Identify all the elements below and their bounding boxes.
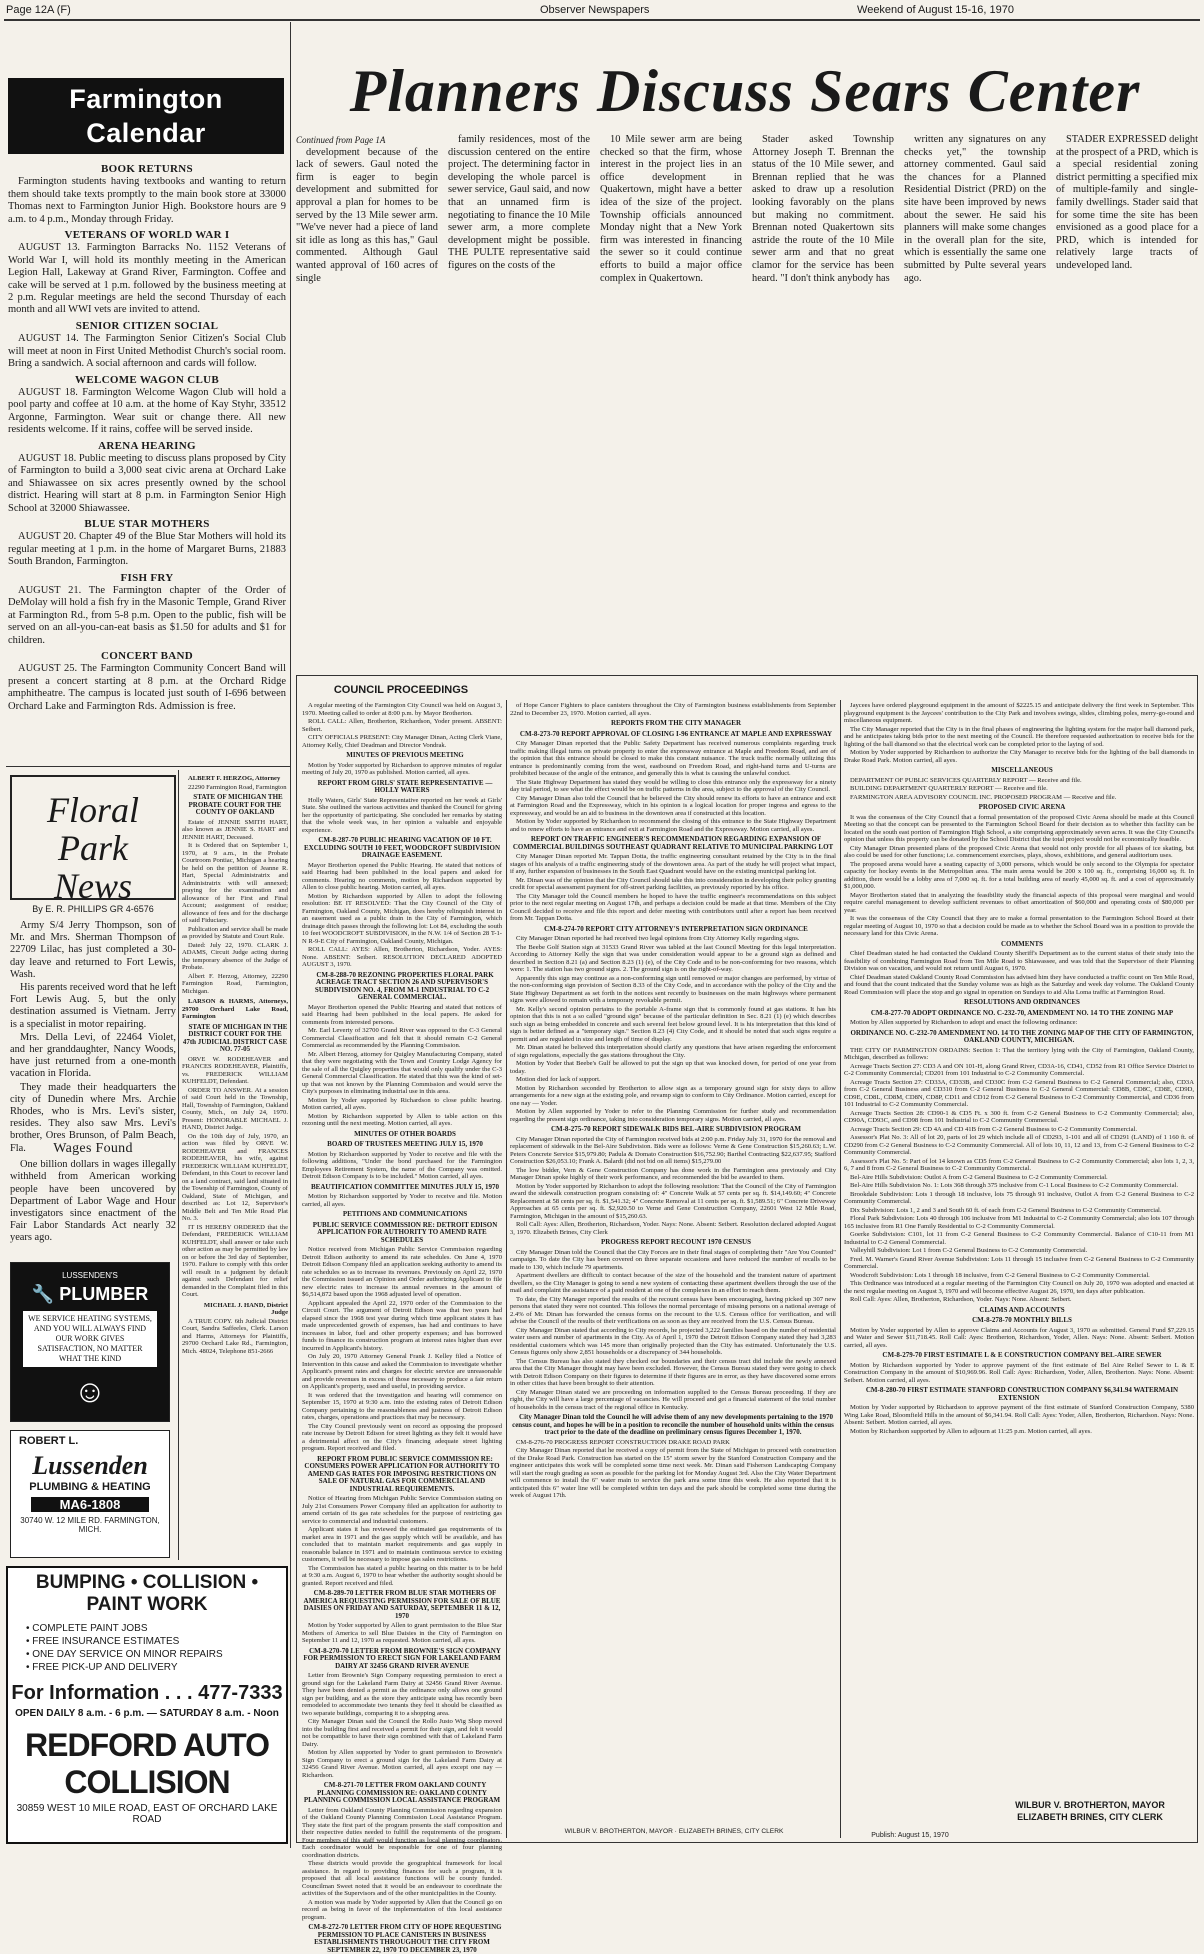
wages-body: One billion dollars in wages illegally withheld from American working people have been uncovered by Department of Labor Wage and Hour investigators since enactment of the Fair Labor Standards Act nearly 32 years ago. (10, 1159, 176, 1244)
council-subhead: PROPOSED CIVIC ARENA (978, 803, 1066, 811)
ad-phone: MA6-1808 (31, 1497, 149, 1512)
legal-line: IT IS HEREBY ORDERED that the Defendant, FREDERICK WILLIAM KUHFELDT, shall answer or take such other action as may be permitted by law on or before the 3rd day of September, 1970. Failure to comply with this order will result in a judgment by default against such Defendant for relief demanded in the Complaint filed in this Court. (182, 1223, 288, 1298)
council-column-3 (844, 702, 1194, 1838)
council-text: City Manager Dinan said the Council the Rollo Justo Wig Shop moved into the building first and received a permit for their sign, and felt it would not be compatible to have their sign combined with that of Lakeland Farm Dairy. (302, 1718, 502, 1748)
sears-column-1 (296, 134, 438, 668)
legal-line: ORVE W. RODEHEAVER and FRANCES RODEHEAVER, Plaintiffs, vs. FREDERICK WILLIAM KUHFELDT, Defendant. (182, 1055, 288, 1085)
calendar-entry (8, 650, 286, 713)
redford-auto-collision-ad (6, 1566, 288, 1844)
folio-rule (4, 19, 1200, 21)
council-text: BUILDING DEPARTMENT QUARTERLY REPORT — Receive and file. (850, 785, 1048, 792)
council-text: Motion died for lack of support. (516, 1076, 601, 1083)
council-text: Valleyhill Subdivision: Lot 1 from C-2 General Business to C-2 Community Commercial. (850, 1247, 1088, 1254)
council-text: Assessor's Plat No. 3: All of lot 20, parts of lot 29 which include all of CD293, 1-101 and all of CD291 (LAND) of 1 160 ft. of CD290 from C-2 General Business to C-2 Community Commercial. All of lots 10, 11, 12 and 13, from C-2 General Business to C-2 Community Commercial. (844, 1134, 1194, 1156)
council-text: Motion by Yoder supported by Richardson to recommend the closing of this entrance to the State Highway Department and to renew efforts to have an entrance and exit at Farmington Road and the Expressway. Motion carried, all ayes. (510, 818, 836, 833)
council-subhead: CM-8-273-70 REPORT APPROVAL OF CLOSING I-96 ENTRANCE AT MAPLE AND EXPRESSWAY (519, 729, 833, 738)
legal-line: Albert F. Herzog, Attorney, 22290 Farmington Road, Farmington, Michigan. (182, 972, 288, 995)
council-text: It was ordered that the investigation and hearing will commence on September 15, 1970 at 9:30 a.m. into the existing rates of Detroit Edison Company pertaining to the reasonableness and justness of Detroit Edison rates, charges, operations and practices that may be necessary. (302, 1391, 502, 1421)
sears-text: development because of the lack of sewers. Gaul noted the firm is eager to begin development and submitted for approval a plan for homes to be served by the 13 Mile sewer arm. "We've never had a piece of land sit idle as long as this has," Gaul commented. Although Gaul wanted approval of 160 acres of single (296, 146, 438, 284)
floral-park-paragraph: Army S/4 Jerry Thompson, son of Mr. and Mrs. Sherman Thompson of 22709 Lilac, has just completed a 30-day leave and returned to Fort Lewis, Wash. (10, 920, 176, 980)
council-text: City Manager Dinan reported Mr. Tappan Dotta, the traffic engineering consultant retained by the City is in the final stages of his analysis of a traffic engineering study of the downtown area. As part of the study he will project what impact, if any, further expansion of businesses in the South East Quadrant would have on the existing municipal parking lot. (510, 853, 836, 875)
calendar-entry-body: Farmington students having textbooks and wanting to return them should take texts promptly to the main book store at 33000 Thomas next to Farmington Junior High. Bookstore hours are 9 a.m. to 4 p.m., Monday through Friday. (8, 176, 286, 225)
council-text: City Manager Dinan reported the City of Farmington received bids at 2:00 p.m. Friday July 31, 1970 for the removal and replacement of sidewalk in the Bel-Aire Subdivision. Bids were as follows: Verne & Gene Construction $15,260.63; L.W. Peters Concrete Service $15,979.80; Padula & Domato Construction $16,752.90; Barthel Contracting $22,637.95; Stafford Construction $26,053.10; Frank A. Balardi (did not bid on all items) $15,279.00 (510, 1135, 836, 1165)
council-text: City Manager Dinan stated we are proceeding on information supplied to the Census Bureau proceeding. If they are right, the City will have a large percentage of vacancies. He will proceed and get a financial statement of the total number of households in the census tract of the regional office in Kentucky. (510, 1388, 836, 1411)
council-column-rule (840, 700, 841, 1838)
council-text: The Census Bureau has also stated they checked our boundaries and their census tract did include the newly annexed area that the City Manager thought may have been excluded. However, the Census Bureau stated they were going to check with Detroit Edison Company on their figures to determine if their figures are in error, as they have discovered some errors in other cities that have been brought to their attention. (510, 1357, 836, 1387)
calendar-entry-body: AUGUST 13. Farmington Barracks No. 1152 Veterans of World War I, will hold its monthly meeting in the American Legion Hall, Lakeway at Grand River, Farmington. Coffee and cake will be served at 1 p.m. followed by the business meeting at 2 p.m. Regular meetings are held the second Thursday of each month and all WWI vets are invited to attend. (8, 242, 286, 316)
floral-park-paragraph: They made their headquarters the city of Dunedin where Mrs. Archie Rhodes, who is Mrs. Levi's sister, resides. They also saw Mrs. Levi's brother, Ores Brunson, of Palm Beach, Fla. (10, 1081, 176, 1154)
main-column-rule (290, 22, 291, 1848)
council-text: Mayor Brotherton stated that in analyzing the feasibility study the financial aspects of this proposal were marginal and would require careful management to develop sufficient revenues to offset amortization of $60,000 and operating costs of $80,000 per year. (844, 891, 1194, 914)
council-text: Motion by Yoder supported by Richardson to adopt the following resolution: That the Council of the City of Farmington award the sidewalk construction program consisting of: 4" Concrete Walk at 57 cents per sq. ft. $14,149.60; 4" Concrete Replacement at 58 cents per sq. ft. $1,541.32; 4" Concrete Removal at 11 cents per sq. ft. $1,589.51; 6" Concrete Driveway Approaches at 65 cents per sq. ft. $2,920.50 to Verne and Gene Construction Company, 22601 West 12 Mile Road, Farmington, Michigan in the amount of $15,260.63. (510, 1182, 836, 1220)
council-text: Bel-Aire Hills Subdivision No. 1: Lots 368 through 375 inclusive from C-1 Local Business to C-2 Community Commercial. (850, 1182, 1179, 1189)
council-subhead: CM-8-287-70 PUBLIC HEARING VACATION OF 10 FT. EXCLUDING SOUTH 10 FEET, WOODCROFT SUBDIVISION DRAINAGE EASEMENT. (303, 836, 501, 859)
legal-notices (182, 772, 288, 1560)
council-text: Motion by Richardson supported by Allen to table action on this rezoning until the next meeting. Motion carried, all ayes. (302, 1112, 502, 1127)
council-text: The City Manager told the Council members he hoped to have the traffic engineer's recommendations on this subject prior to the next regular meeting on August 17th, and perhaps a decision could be made at that time. Members of the City Council decided to receive and file this report and defer meeting with contributors until after a report has been received from Mr. Tappan Dotta. (510, 892, 836, 922)
council-text: Notice of Hearing from Michigan Public Service Commission stating on July 21st Consumers Power Company filed an application for authority to amend certain of its gas rate schedules for the purpose of restricting gas service to commercial and industrial customers. (302, 1495, 502, 1525)
council-subhead: MINUTES OF PREVIOUS MEETING (346, 751, 464, 759)
calendar-title-line2: Calendar (86, 118, 206, 148)
council-text: Chief Deadman stated Oakland County Road Commission has advised him they have conducted a traffic count on Ten Mile Road, and found that the count indicated that the Sunday volume was as high as the Saturday and week day volume. The Oakland County Road Commission will place the stop and go signal in operation on Sundays to aid Alta Loma traffic at Farmington Road. (844, 973, 1194, 996)
council-text: Chief Deadman stated he had contacted the Oakland County Sheriff's Department as to the current status of their study into the feasibility of combining Farmington Road from Ten Mile Road to Shiawassee, and was told that the Supervisor of their Planning Division was on vacation, and would not return until August 6, 1970. (844, 950, 1194, 972)
council-text: These districts would provide the geographical framework for local assistance. In regard to providing finances for such a program, it is proposed that all local assistance functions will be county funded. Councilman Sweet noted that it would be an endeavour to coordinate the activities of the Supervisors and of the other municipalities in the County. (302, 1860, 502, 1897)
column-rule (178, 770, 179, 1560)
calendar-entry (8, 320, 286, 371)
council-text: ROLL CALL: AYES: Allen, Brotherton, Richardson, Yoder. AYES: None. ABSENT: Seibert. RESOLUTION DECLARED ADOPTED AUGUST 3, 1970. (302, 946, 502, 968)
council-subhead: RESOLUTIONS AND ORDINANCES (964, 998, 1080, 1006)
council-text: Motion by Richardson supported by Allen to adopt the following resolution: BE IT RESOLVED: That the City Council of the City of Farmington, Oakland County, Michigan, does hereby relinquish interest in an easement used as a public drain in the City of Farmington, which drainage ditch passes through the following lot: Lot 84, excluding the south 10 feet WOODCROFT SUBDIVISION, in the N.W. 1/4 of Section 28 T-1-N R-9-E City of Farmington, Oakland County, Michigan. (302, 892, 502, 945)
council-text: Letter from Brownie's Sign Company requesting permission to erect a ground sign for the Lakeland Farm Dairy at 32456 Grand River Avenue. They have been denied a permit as the ordinance only allows one ground sign per building, and as the store they anticipate using has recently been remodeled to accommodate two tenants they feel it should be classified as two separate buildings, comparing it to a shopping area. (302, 1672, 502, 1717)
council-text: Motion by Allen supported by Richardson to adopt and enact the following ordinance: (850, 1019, 1078, 1026)
calendar-entries (8, 160, 286, 760)
ad-name-text: PLUMBER (59, 1284, 149, 1304)
clerk-signature: ELIZABETH BRINES, CITY CLERK (1017, 1812, 1163, 1822)
council-text: Woodcroft Subdivision: Lots 1 through 18 inclusive, from C-2 General Business to C-2 Community Commercial. (850, 1271, 1150, 1279)
plumber-illustration-icon: ☺ (73, 1373, 107, 1409)
page-folio (0, 4, 1204, 18)
legal-line: ALBERT F. HERZOG, Attorney (188, 775, 281, 782)
council-text: This Ordinance was introduced at a regular meeting of the Farmington City Council on July 20, 1970 was adopted and enacted at the next regular meeting on August 3, 1970 and will become effective August 26, 1970, ten days after publication. (844, 1280, 1194, 1295)
calendar-entry (8, 518, 286, 569)
issue-date: Weekend of August 15-16, 1970 (857, 4, 1014, 16)
ad-brand: REDFORD AUTO COLLISION (25, 1727, 269, 1800)
council-subhead: CM-8-288-70 REZONING PROPERTIES FLORAL PARK ACREAGE TRACT SECTION 26 AND SUPERVISOR'S SUBDIVISION NO. 4, FROM M-1 INDUSTRIAL TO C-2 GENERAL COMMERCIAL. (314, 970, 494, 1001)
council-text: Motion by Richardson supported by Allen to adjourn at 11:25 p.m. Motion carried, all ayes. (850, 1427, 1092, 1435)
council-text: City Manager Dinan stated that according to City records, he projected 3,222 families based on the number of residential water users and number of apartments in the City. As of April 1, 1970 the Detroit Edison Company stated they had 3,283 residential customers which was 145 more than originally projected than the City has estimated. Unfortunately the U.S. Census figures only show 2,851 households or a discrepancy of 344 households. (510, 1326, 836, 1356)
floral-park-masthead (10, 775, 176, 906)
council-text: City Manager Dinan reported he had received two legal opinions from City Attorney Kelly regarding signs. (516, 935, 800, 942)
council-text: Motion by Richardson supported by Yoder to receive and file with the following additions, "Under the bond purchased for the Farmington Employees Retirement System, the name of the Company was omitted. Detroit Edison Company is to be included." Motion carried, all ayes. (302, 1150, 502, 1180)
ad-pre: ROBERT L. (19, 1435, 79, 1447)
calendar-entry (8, 229, 286, 317)
calendar-entry-body: AUGUST 14. The Farmington Senior Citizen's Social Club will meet at noon in First United Methodist Church's social room. Bring a sandwich. A social afternoon and cards will follow. (8, 333, 286, 370)
council-text: Motion by Allen supported by Yoder to refer to the Planning Commission for further study and recommendation regarding the present sign ordinance, taking into consideration temporary signs. Motion carried, all ayes. (510, 1108, 836, 1123)
council-subhead: BEAUTIFICATION COMMITTEE MINUTES JULY 15, 1970 (311, 1182, 499, 1191)
council-text: Fred. M. Warner's Grand River Avenue Subdivision: Lots 11 through 15 inclusive from C-2 General Business to C-2 Community Commercial. (844, 1255, 1194, 1270)
council-text: Motion by Yoder supported by Allen to grant permission to the Blue Star Mothers of America to sell Blue Daisies in the City of Farmington on September 11 and 12, 1970 as requested. Motion carried, all ayes. (302, 1622, 502, 1644)
sears-column-5 (904, 134, 1046, 668)
page-number: Page 12A (F) (6, 4, 71, 16)
sears-text: family residences, most of the discussion centered on the entire project. The determining factor in developing the whole parcel is sewer service, Gaul said, and now that an unnamed firm is negotiating to finance the 10 Mile sewer arm, a more complete development might be possible. THE PULTE representative said figures on the costs of the (448, 134, 590, 271)
sears-text: 10 Mile sewer arm are being checked so that the firm, whose interest in the project lies in an office development in Quakertown, might have a better idea of the size of the project. Township officials announced Monday night that a New York firm was interested in financing the sewer so it could continue efforts to build a major office complex in Quakertown. (600, 134, 742, 284)
lussenden-plumber-ad (10, 1262, 170, 1422)
calendar-entry (8, 440, 286, 515)
council-text: Mr. Dinan stated he believed this interpretation should clarify any questions that have arisen regarding the enforcement of sign regulations, especially the gas stations throughout the City. (510, 1044, 836, 1059)
council-text: Motion by Richardson seconded by Brotherton to allow sign as a temporary ground sign for sixty days to allow arrangements for a new sign at the existing pole, and revamp sign to conform to City Ordinance. Motion carried, except for one nay — Yoder. (510, 1084, 836, 1107)
council-text: City Manager Dinan reported that he received a copy of permit from the State of Michigan to proceed with construction of the Drake Road Park. Construction has started on the 15" storm sewer by the Stanford Construction Company and the engineer anticipates this work will be completed some time next week. Mr. Dinan said Fisherson Landscaping Company will start the rough grading as soon as possible for the parking lot for Monday August 3rd. Also the City Water Department will commence to install the 6" water main to service the park area some time this week. He also reported that it is anticipated this 6" water line will be completed within ten days and the park should be completed some time during the week of August 17th. (510, 1447, 836, 1499)
council-text: Acreage Tracts Section 29: CD 4A and CD 41B from C-2 General Business to C-2 Community Commercial. (850, 1125, 1137, 1133)
council-subhead: CM-8-270-70 LETTER FROM BROWNIE'S SIGN COMPANY FOR PERMISSION TO ERECT SIGN FOR LAKELAND FARM DAIRY AT 32456 GRAND RIVER AVENUE (303, 1646, 501, 1670)
council-text: City Manager Dinan told the Council that the City Forces are in their final stages of completing their "Are You Counted" campaign. To date the City has been covered on three separate occasions and have reduced the number of recalls to be made to 130, which include 79 apartments. (510, 1248, 836, 1271)
council-text: Applicant states it has reviewed the estimated gas requirements of its market area in 1971 and the gas supply which will be available, and has concluded that to maintain market requirements and gas supply in reasonable balance in 1971 and to maintain continuous service to existing customers, it will be necessary to impose gas sales restrictions. (302, 1526, 502, 1563)
council-text: On July 20, 1970 Attorney General Frank J. Kelley filed a Notice of Intervention in this cause and asked the Commission to investigate whether Applicant's present rates and charges for electric service are unreasonable and provide revenues in excess of those necessary to produce a fair return on Applicant's property, used and useful, in providing service. (302, 1353, 502, 1390)
ad-service-item: • FREE PICK-UP AND DELIVERY (26, 1661, 286, 1674)
ad-brand: Lussenden (32, 1451, 148, 1480)
council-subhead: CM-8-271-70 LETTER FROM OAKLAND COUNTY PLANNING COMMISSION RE: OAKLAND COUNTY PLANNING COMMISSION LOCAL ASSISTANCE PROGRAM (303, 1781, 501, 1804)
sears-column-3 (600, 134, 742, 668)
council-subhead: MINUTES OF OTHER BOARDS (354, 1129, 456, 1138)
legal-line: LARSON & HARMS, Attorneys, 29700 Orchard Lake Road, Farmington (182, 998, 288, 1020)
council-text: The Commission has stated a public hearing on this matter is to be held at 9:30 a.m. August 6, 1970 to hear whether the authority sought should be granted. Report received and filed. (302, 1564, 502, 1587)
calendar-entry-head: WELCOME WAGON CLUB (75, 373, 219, 386)
mayor-signature: WILBUR V. BROTHERTON, MAYOR (1015, 1800, 1165, 1810)
council-subhead: CM-8-280-70 FIRST ESTIMATE STANFORD CONSTRUCTION COMPANY $6,341.94 WATERMAIN EXTENSION (865, 1386, 1179, 1402)
council-subhead: REPORT FROM PUBLIC SERVICE COMMISSION RE: CONSUMERS POWER APPLICATION FOR AUTHORITY TO AMEND GAS RATES FOR IMPOSING RESTRICTIONS ON SALE OF NATURAL GAS FOR COMMERCIAL AND INDUSTRIAL REQUIREMENTS. (304, 1454, 500, 1493)
calendar-entry-head: SENIOR CITIZEN SOCIAL (75, 319, 219, 332)
ad-services-list (8, 1622, 286, 1674)
floral-park-title-line2: News (53, 866, 132, 906)
calendar-entry-head: VETERANS OF WORLD WAR I (64, 229, 230, 242)
council-subhead: CM-8-289-70 LETTER FROM BLUE STAR MOTHERS OF AMERICA REQUESTING PERMISSION FOR SALE OF BLUE DAISIES ON FRIDAY AND SATURDAY, SEPTEMBER 11 & 12, 1970 (303, 1589, 501, 1620)
floral-park-title-line1: Floral Park (46, 790, 139, 868)
legal-line: MICHAEL J. HAND, District Judge (203, 1301, 288, 1316)
council-text: A regular meeting of the Farmington City Council was held on August 3, 1970. Meeting called to order at 8:00 p.m. by Mayor Brotherton. (302, 702, 502, 717)
council-text: Dix Subdivision: Lots 1, 2 and 3 and South 60 ft. of each from C-2 General Business to C-2 Community Commercial. (850, 1206, 1162, 1214)
council-text: Motion by Yoder supported by Richardson to approve payment of the first estimate of Stanford Construction Company, 5380 Wing Lake Road, Bloomfield Hills in the amount of $6,341.94. Roll Call: Ayes: Yoder, Allen, Brotherton, Richardson. Nays: None. Absent: Seibert. Motion carried, all ayes. (844, 1404, 1194, 1426)
council-text: City Manager Dinan reported that the Public Safety Department has received numerous complaints regarding truck traffic making illegal turns on private property to enter the expressway entrance at Maple and Freedom Road, and are of the opinion that this entrance should be closed to make this constant nuisance. The truck traffic normally utilizing this entrance is predominantly coming from the west, eastbound on Freedom Road, and right-hand turns and U-turns are prohibited because of the angle of the entrance, and generally this is what is causing the unlawful conduct. (510, 740, 836, 777)
council-text: CITY OFFICIALS PRESENT: City Manager Dinan, Acting Clerk Viane, Attorney Kelly, Chief Deadman and Director Vondrak. (302, 734, 502, 749)
sears-text: written any signatures on any checks yet," the township attorney commented. Gaul said the chances for a Planned Residential District (PRD) on the site have been improved by news about the sewer. He said his planners will make some changes in the overall plan for the site, which is essentially the same one submitted by Pulte several years ago. (904, 134, 1046, 284)
council-subhead: BOARD OF TRUSTEES MEETING JULY 15, 1970 (327, 1140, 483, 1148)
council-text: A motion was made by Yoder supported by Allen that the Council go on record as being in favor of the implementation of this local assistance program. (302, 1898, 502, 1921)
council-text: Mr. Dinan was of the opinion that the City Council should take this into consideration in developing their policy granting credit for special assessment payment for off-street parking facilities, as previously reported by his office. (510, 876, 836, 891)
calendar-entry-head: ARENA HEARING (98, 439, 196, 452)
ad-address: 30859 WEST 10 MILE ROAD, EAST OF ORCHARD LAKE ROAD (16, 1803, 278, 1825)
calendar-entry-head: BLUE STAR MOTHERS (84, 517, 210, 530)
council-text: Motion by Allen supported by Yoder to grant permission to Brownie's Sign Company to erect a ground sign for the Lakeland Farm Dairy at 32456 Grand River Avenue. Motion carried, all ayes except one nay — Richardson. (302, 1749, 502, 1779)
calendar-entry (8, 572, 286, 647)
council-text: Bel-Aire Hills Subdivision: Outlot A from C-2 General Business to C-2 Community Commercial. (850, 1173, 1108, 1181)
section-divider (6, 766, 290, 767)
calendar-entry-body: AUGUST 20. Chapter 49 of the Blue Star Mothers will hold its regular meeting at 1 p.m. in the home of Margaret Burns, 21883 South Brandon, Farmington. (8, 531, 286, 568)
council-text: Motion by Yoder supported by Allen to approve Claims and Accounts for August 3, 1970 as submitted. General Fund $7,229.15 and Water and Sewer $11,718.45. Roll Call: Ayes: Brotherton, Richardson, Yoder, Allen. Nays: None. Absent: Seibert. Motion carried, all ayes. (844, 1326, 1194, 1349)
council-signature-mid: WILBUR V. BROTHERTON, MAYOR · ELIZABETH BRINES, CITY CLERK (564, 1828, 784, 1835)
wrench-icon: 🔧 (31, 1284, 55, 1304)
calendar-entry-head: BOOK RETURNS (101, 163, 193, 175)
calendar-entry-body: AUGUST 18. Farmington Welcome Wagon Club will hold a pool party and coffee at 10 a.m. at the home of Kay Styhr, 33512 Argonne, Farmington. Wear suit or change there. All new residents welcome. If it rains, coffee will be served inside. (8, 386, 286, 436)
council-subhead: ORDINANCE NO. C-232-70 AMENDMENT NO. 14 TO THE ZONING MAP OF THE CITY OF FARMINGTON, OAKLAND COUNTY, MICHIGAN. (850, 1028, 1194, 1044)
floral-park-paragraph: His parents received word that he left Fort Lewis Aug. 5, but the only destination assumed is Vietnam. Jerry is a specialist in motor repairing. (10, 982, 176, 1030)
council-text: Mayor Brotherton opened the Public Hearing. He stated that notices of said Hearing had been published in the local papers and asked for comments. Hearing no comments, motion by Richardson supported by Allen to close public hearing. Motion carried, all ayes. (302, 861, 502, 891)
council-text: Apparently this sign may continue as a non-conforming sign until removed or major changes are performed, by virtue of the non-conforming sign provision of Section 8.33 of the City Code, and in accordance with the policy of the City and the State Highway Department as set forth in the notices sent recently to businesses on the main highways where permanent signs were allowed to remain with a temporary revokable permit. (510, 974, 836, 1004)
council-text: DEPARTMENT OF PUBLIC SERVICES QUARTERLY REPORT — Receive and file. (850, 776, 1082, 784)
council-text: of Hope Cancer Fighters to place canisters throughout the City of Farmington business establishments from September 22nd to December 23, 1970. Motion carried, all ayes. (510, 702, 836, 717)
council-text: The proposed arena would have a seating capacity of 3,000 persons, which would be only second to the Olympia for spectator capacity for hockey events in the Metropolitan area. The main arena would be 200 x 100 sq. ft., comprising 16,000 sq. ft. In addition, there would be a lobby area of 7,000 sq. ft. for a total building area of nearly 45,000 sq. ft. and a cost of approximately $1,000,000. (844, 860, 1194, 890)
council-text: Brookdale Subdivision: Lots 1 through 18 inclusive, lots 75 through 91 inclusive, Outlot A from C-2 General Business to C-2 Community Commercial. (844, 1190, 1194, 1205)
ad-address: 30740 W. 12 MILE RD. FARMINGTON, MICH. (20, 1516, 160, 1534)
council-text: The City Manager reported that the City is in the final phases of engineering the lighting system for the major ball diamond park, and he anticipates taking bids prior to the next meeting of the Council. He therefore requested authorization to receive bids for the lighting of the ball diamond so that the electrical work can be completed prior to the laying of sod. (844, 725, 1194, 748)
ad-service-item: • ONE DAY SERVICE ON MINOR REPAIRS (26, 1648, 286, 1661)
council-subhead: REPORTS FROM THE CITY MANAGER (610, 719, 742, 727)
wages-article (10, 1140, 176, 1258)
council-text: Motion by Richardson supported by Yoder to receive and file. Motion carried, all ayes. (302, 1193, 502, 1208)
council-text: Motion by Yoder supported by Richardson to authorize the City Manager to receive bids for the lighting of the ball diamonds in Drake Road Park. Motion carried, all ayes. (844, 749, 1194, 764)
calendar-entry-head: FISH FRY (120, 571, 174, 584)
council-text: FARMINGTON AREA ADVISORY COUNCIL INC. PROPOSED PROGRAM — Receive and file. (850, 793, 1117, 801)
council-text: The City Council previously went on record as opposing the proposed rate increase by Detroit Edison for street lighting as they felt it would have a detrimental affect on the City's financing adequate street lighting program. Report received and filed. (302, 1422, 502, 1452)
council-subhead: CLAIMS AND ACCOUNTS (979, 1305, 1065, 1314)
council-subhead: CM-8-278-70 MONTHLY BILLS (972, 1316, 1072, 1324)
council-text: Mr. Earl Leverty of 32700 Grand River was opposed to the C-3 General Commercial Classification and felt that it should remain C-2 General Commercial as recommended by the Planning Commission. (302, 1027, 502, 1049)
council-text: Roll Call: Ayes: Allen, Brotherton, Richardson, Yoder. Nays: None. Absent: Seibert. (850, 1296, 1072, 1303)
council-subhead: PETITIONS AND COMMUNICATIONS (342, 1210, 468, 1218)
legal-line: Estate of JENNIE SMITH HART, also known as JENNIE S. HART and JENNIE HART, Deceased. (182, 818, 288, 841)
council-text: Mr. Albert Herzog, attorney for Quigley Manufacturing Company, stated that they were negotiating with the Town and Country Lodge Agency for the sale of all the Quigley properties that would only qualify under the C-3 General Commercial Classification. He stated that this was the kind of set-up that was not known by the Planning Commission and would serve the City's purposes in eliminating industrial use in this area. (302, 1050, 502, 1095)
council-text: City Manager Dinan also told the Council that he believed the City should renew its efforts to have an entrance and exit at Farmington Road and the Expressway, which in his opinion is a logical location for proper ingress and egress to the expressway, and would be an aid to business in the downtown area if constructed at this location. (510, 794, 836, 817)
council-subhead: MISCELLANEOUS (991, 766, 1053, 774)
legal-line: It is Ordered that on September 1, 1970, at 9 a.m., in the Probate Courtroom Pontiac, Michigan a hearing be held on the petition of Jeanne R. Hart, Special Administratrix and Administratrix with will annexed; praying for the examination and allowance of her First and Final Account; assignment of residue; allowance of fees and for the discharge of said Fiduciary. (182, 842, 288, 924)
council-text: It was the consensus of the City Council that a formal presentation of the proposed Civic Arena should be made at this Council Meeting so that the concept can be presented to the Farmington School Board for their decision as to whether this facility can be located on the south east portion of Farmington High School, a site comprising approximately seven acres. It was the City Council's opinion that unless this property can be donated by the School District that the total project would not be economically feasible. (844, 813, 1194, 843)
council-subhead: PROGRESS REPORT RECOUNT 1970 CENSUS (600, 1238, 752, 1246)
council-subhead: CM-8-279-70 FIRST ESTIMATE L & E CONSTRUCTION COMPANY BEL-AIRE SEWER (882, 1351, 1162, 1359)
sears-text: STADER EXPRESSED delight at the prospect of a PRD, which is a special residential zoning district permitting a specified mix of multiple-family and single-family dwellings. Stader said that for some time the site has been envisioned as a good place for a PRD, which is intended for relatively large tracts of undeveloped land. (1056, 134, 1198, 271)
ad-service-item: • FREE INSURANCE ESTIMATES (26, 1635, 286, 1648)
council-subhead: PUBLIC SERVICE COMMISSION RE: DETROIT EDISON APPLICATION FOR AUTHORITY TO AMEND RATE SCHEDULES (312, 1220, 498, 1244)
council-text: CM-8-276-70 PROGRESS REPORT CONSTRUCTION DRAKE ROAD PARK (516, 1438, 730, 1446)
council-text: Mayor Brotherton opened the Public Hearing and stated that notices of said Hearing had been published in the local papers. He asked for comments from interested persons. (302, 1003, 502, 1026)
council-subhead: COMMENTS (1001, 939, 1043, 948)
council-text: Roll Call: Ayes: Allen, Brotherton, Richardson, Yoder. Nays: None. Absent: Seibert. Resolution declared adopted August 3, 1970. Elizabeth Brines, City Clerk (510, 1221, 836, 1236)
calendar-entry-body: AUGUST 25. The Farmington Community Concert Band will present a concert starting at 8 p.m. at the Orchard Ridge amphitheatre. The campus is located just south of I-696 between Orchard Lake and Farmington Rds. Admission is free. (8, 663, 286, 712)
legal-line: STATE OF MICHIGAN IN THE DISTRICT COURT FOR THE 47th JUDICIAL DISTRICT CASE NO. 77-05 (182, 1022, 288, 1053)
calendar-title-line1: Farmington (69, 84, 223, 114)
council-text: Assessor's Plat No. 5: Part of lot 14 known as CD5 from C-2 General Business to C-2 Community Commercial; also lots 1, 2, 3, 6, 7 and 8 from C-2 General Business to C-2 Community Commercial. (844, 1157, 1194, 1172)
council-text: The State Highway Department has stated they would be willing to close this entrance only the expressway for a ninety day trial period, to see what the effect would be on traffic patterns in the area, subject to the approval of the City Council. (510, 778, 836, 793)
council-text: Motion by Yoder supported by Richardson to approve minutes of regular meeting of July 20, 1970 as published. Motion carried, all ayes. (302, 761, 502, 776)
legal-line: On the 10th day of July, 1970, an action was filed by ORVE W. RODEHEAVER and FRANCES RODEHEAVER, his wife, against FREDERICK WILLIAM KUHFELDT, Defendant, in this Court to recover land on a land contract, said land situated in the Township of Farmington, County of Oakland, State of Michigan, and described as: Lot 12, Supervisor's Middle Belt and Ten Mile Road Plat No. 3. (182, 1132, 288, 1222)
ad-slogan: WE SERVICE HEATING SYSTEMS, AND YOU WILL ALWAYS FIND OUR WORK GIVES SATISFACTION, NO MATTER WHAT THE KIND (23, 1311, 157, 1367)
wages-head: Wages Found (53, 1141, 133, 1156)
council-text: The Beebe Golf Station sign at 31533 Grand River was tabled at the last Council Meeting for this legal interpretation. According to Attorney Kelly the sign that was under consideration would appear to be a ground sign as defined and described in Section 8.21 (a) and Section 8.23 (1) (e), of the City Code and to be non-conforming for two reasons, which were: 1. The station has two ground signs. 2. The ground sign is on the right-of-way. (510, 943, 836, 973)
council-text: Goerke Subdivision: C101, lot 11 from C-2 General Business to C-2 Community Commercial. Balance of C10-11 from M1 Industrial to C-2 General Commercial. (844, 1231, 1194, 1246)
sears-text: Stader asked Township Attorney Joseph T. Brennan the status of the 10 Mile sewer, and Brennan replied that he was asked to draw up a resolution looking favorably on the plans but making no commitment. Brennan noted Quakertown sits astride the route of the 10 Mile sewer arm and that no great clamor for the service has been heard. "I don't think anybody has (752, 134, 894, 284)
council-text: THE CITY OF FARMINGTON ORDAINS: Section 1: That the territory lying with the City of Farmington, Oakland County, Michigan, described as follows: (844, 1046, 1194, 1061)
ad-hours: OPEN DAILY 8 a.m. - 6 p.m. — SATURDAY 8 a.m. - Noon (15, 1708, 279, 1719)
sears-headline: Planners Discuss Sears Center (349, 58, 1141, 124)
newspaper-name: Observer Newspapers (540, 4, 650, 16)
ad-header: BUMPING • COLLISION • PAINT WORK (35, 1572, 259, 1615)
council-text: Apartment dwellers are difficult to contact because of the size of the household and the transient nature of apartment dwellers, so the City Manager is going to send a new system of contacting these apartment dwellers through the use of the mail and complaint the assistance of a paid resident at one of the complexes in an effort to reach them. (510, 1272, 836, 1294)
council-text: Acreage Tracts Section 28: CD90-1 & CD5 Ft. x 300 ft. from C-2 General Business to C-2 Community Commercial; also, CD90A, CD93C, and CD98 from 101 Industrial to C-2 Community Commercial. (844, 1109, 1194, 1124)
council-text: Acreage Tracts Section 27: CD3 A and ON 101-H, along Grand River, CD3A-16, CD41, CD52 from R1 Office Service District to C-2 Community Commercial; CD201 from 101 Industrial to C-2 Community Commercial. (844, 1062, 1194, 1077)
floral-park-byline: By E. R. PHILLIPS GR 4-6576 (32, 904, 154, 914)
council-title: COUNCIL PROCEEDINGS (333, 684, 469, 696)
sears-column-6 (1056, 134, 1198, 668)
council-column-rule (506, 700, 507, 1838)
council-text: ROLL CALL: Allen, Brotherton, Richardson, Yoder present. ABSENT: Seibert. (302, 718, 502, 733)
council-text: Notice received from Michigan Public Service Commission regarding Detroit Edison authority to amend its rate schedules. On June 4, 1970 Detroit Edison Company filed an application seeking authority to amend its rate schedules so as to increase its revenues. Previously on April 22, 1970 the Commission issued an Opinion and Order authorizing Applicant to file new electric rates to increase its annual revenues in the amount of $6,514,872 based upon the 1968 adjusted level of operation. (302, 1246, 502, 1298)
council-text: Jaycees have ordered playground equipment in the amount of $2225.15 and anticipate delivery the first week in September. This playground equipment is the Jaycees' contribution to the City Park and involves swings, slides, climbing poles, merry-go-round and miscellaneous equipment. (844, 702, 1194, 724)
council-subhead: City Manager Dinan told the Council he will advise them of any new developments pertaining to the 1970 census count, and hopes he will be in a position to reconcile the number of household units within the census tract prior to the date of the deadline on preliminary census figures December 1, 1970. (512, 1413, 834, 1436)
council-subhead: REPORT FROM GIRLS' STATE REPRESENTATIVE — HOLLY WATERS (317, 778, 493, 794)
council-text: To date, the City Manager reported the results of the recount census have been encouraging, having picked up 307 new persons that stated they were not counted. This follows the normal percentage of missing persons on a national average of 2.4% of Mr. Dinan has forwarded the census forms on the recount to the U.S. Census office for verification, and will advise the Council of the results of their verifications on as soon as they are received from the U.S. Census Bureau. (510, 1295, 836, 1325)
council-text: It was the consensus of the City Council that they are to make a formal presentation to the Farmington School Board at their regular meeting of August 10, 1970 so that a decision could be made as to whether the School Board was in a position to provide the necessary land for this Civic Arena. (844, 915, 1194, 937)
legal-line: 22290 Farmington Road, Farmington (188, 783, 287, 791)
council-text: Motion by Yoder that Beebe's Gulf be allowed to put the sign up that was knocked down, for period of one year from today. (510, 1060, 836, 1075)
council-text: Letter from Oakland County Planning Commission regarding expansion of the Oakland County Planning Commission Local Assistance Program. They state the first part of the program presents the staff composition and their respective duties needed to fulfill the requirements of the program. Four members of this staff would function as local planning coordinators. Each coordinator would be responsible for one of four planning coordination districts. (302, 1806, 502, 1859)
council-text: Mr. Kelly's second opinion pertains to the portable A-frame sign that is commonly found at gas stations. It has his opinion that this is not a so called "ground sign" because of the particular definition in Sec. 8.21 (1) (e) which describes such sign as being embedded in concrete and such several feet below ground level. It is his interpretation that this kind of sign is better defined as a "temporary sign." Section 8.23 (4) City Code, and it should be noted that such signs require a permit and are regulated in size and length of time of display. (510, 1005, 836, 1043)
calendar-entry-head: CONCERT BAND (101, 650, 193, 663)
council-text: City Manager Dinan presented plans of the proposed Civic Arena that would not only provide for all phases of ice skating, but also could be used for other functions; i.e. commencement exercises, plays, shows, exhibitions, and general auditorium uses. (844, 844, 1194, 859)
council-text: Motion by Yoder supported by Richardson to close public hearing. Motion carried, all ayes. (302, 1096, 502, 1111)
ad-top-text: LUSSENDEN'S (62, 1271, 118, 1280)
council-subhead: CM-8-272-70 LETTER FROM CITY OF HOPE REQUESTING PERMISSION TO PLACE CANISTERS IN BUSINESS ESTABLISHMENTS THROUGHOUT THE CITY FROM SEPTEMBER 22, 1970 TO DECEMBER 23, 1970 (308, 1923, 502, 1954)
council-text: Acreage Tracts Section 27: CD33A, CD33B, and CD30C from C-2 General Business to C-2 General Commercial; also, CD3A from C-2 General Business and CD310 from C-2 General Business to C-2 General Commercial: CD8B, CD8C, CD8E, CD9D, CD9E, CD8L, CD8M, CD8N, CD8P, CD11 and CD12 from C-2 General Business to C-2 Community Commercial, and CD36 from 101 Industrial to C-2 Community Commercial. (844, 1078, 1194, 1108)
ad-sub: PLUMBING & HEATING (29, 1481, 151, 1493)
sears-column-4 (752, 134, 894, 668)
legal-line: ORDER TO ANSWER. At a session of said Court held in the Township, Hall, Township of Farmington, Oakland County, Mich., on July 24, 1970. Present: HONORABLE MICHAEL J. HAND, District Judge. (182, 1086, 288, 1131)
legal-line: Dated: July 22, 1970. CLARK J. ADAMS, Circuit Judge acting during the temporary absence of the Judge of Probate. (182, 941, 288, 971)
council-column-2 (510, 702, 836, 1838)
floral-park-paragraph: Mrs. Della Levi, of 22464 Violet, and her granddaughter, Nancy Woods, have just returned from a one-month vacation in Florida. (10, 1031, 176, 1080)
robert-lussenden-ad (10, 1430, 170, 1558)
ad-name (11, 1284, 169, 1305)
ad-service-item: • COMPLETE PAINT JOBS (26, 1622, 286, 1635)
sears-continued: Continued from Page 1A (296, 135, 386, 145)
council-column-1 (302, 702, 502, 1954)
council-subhead: CM-8-275-70 REPORT SIDEWALK BIDS BEL-AIRE SUBDIVISION PROGRAM (550, 1125, 802, 1133)
sears-column-2 (448, 134, 590, 668)
legal-line: A TRUE COPY. 6th Judicial District Court, Sandra Saffeeles, Clerk. Larson and Harms, Attorneys for Plaintiffs, 29700 Orchard Lake Rd., Farmington, Mich. 48024, Telephone 851-2666 (182, 1317, 288, 1355)
council-text: Applicant appealed the April 22, 1970 order of the Commission to the Circuit Court. The argument of Detroit Edison was that two years had elapsed since the 1968 test year during which time applicant states it has made unprecedented growth of expenses, has had and continues to have increases in labor, fuel and other property expenses; and has borrowed funds to finance its construction program at interest rates higher than ever incurred in Applicant's history. (302, 1299, 502, 1352)
legal-line: Publication and service shall be made as provided by Statute and Court Rule. (182, 925, 288, 940)
council-text: Motion by Richardson supported by Yoder to approve payment of the first estimate of Bel Aire Relief Sewer to L & E Construction Company in the amount of $10,969.96. Roll Call: Ayes: Richardson, Yoder, Allen, Brotherton. Nays: None. Absent: Seibert. Motion carried, all ayes. (844, 1361, 1194, 1384)
publish-date: Publish: August 15, 1970 (871, 1832, 949, 1839)
council-text: Holly Waters, Girls' State Representative reported on her week at Girls' State. She outlined the various activities and thanked the Council for giving her the opportunity of participating. She concluded her remarks by stating that the whole week was, in her opinion a valuable and enjoyable experience. (302, 796, 502, 834)
calendar-entry (8, 163, 286, 226)
council-subhead: CM-8-274-70 REPORT CITY ATTORNEY'S INTERPRETATION SIGN ORDINANCE (544, 924, 808, 933)
council-subhead: CM-8-277-70 ADOPT ORDINANCE NO. C-232-70, AMENDMENT NO. 14 TO THE ZONING MAP (870, 1008, 1174, 1017)
ad-phone-line: For Information . . . 477-7333 (11, 1682, 283, 1704)
calendar-entry-body: AUGUST 18. Public meeting to discuss plans proposed by City of Farmington to build a 3,000 seat civic arena at Orchard Lake and Shiawassee on six acres presently owned by the school district. Hearing will start at 8 p.m. in Farmington Senior High School at 32000 Shiawassee. (8, 452, 286, 514)
council-subhead: REPORT ON TRAFFIC ENGINEER'S RECOMMENDATION REGARDING EXPANSION OF COMMERCIAL BUILDINGS SOUTHEAST QUADRANT RELATIVE TO MUNICIPAL PARKING LOT (512, 835, 834, 851)
calendar-entry-body: AUGUST 21. The Farmington chapter of the Order of DeMolay will hold a fish fry in the Masonic Temple, Grand River at Farmington Rd., from 5-8 p.m. Open to the public, fish will be served on an all-you-can-eat basis as $1.50 for adults and $1 for children. (8, 585, 286, 646)
calendar-entry (8, 374, 286, 437)
calendar-masthead (8, 78, 284, 154)
legal-line: STATE OF MICHIGAN THE PROBATE COURT FOR THE COUNTY OF OAKLAND (188, 793, 283, 816)
council-text: Floral Park Subdivision: Lots 40 through 106 inclusive from M1 Industrial to C-2 Community Commercial; also lots 107 through 165 inclusive from R1 One Family Residential to C-2 Community Commercial. (844, 1215, 1194, 1230)
council-text: The low bidder, Vern & Gene Construction Company has done work in the Farmington area previously and City Manager Dinan spoke highly of their work performance, and recommended the bid be awarded to them. (510, 1166, 836, 1181)
